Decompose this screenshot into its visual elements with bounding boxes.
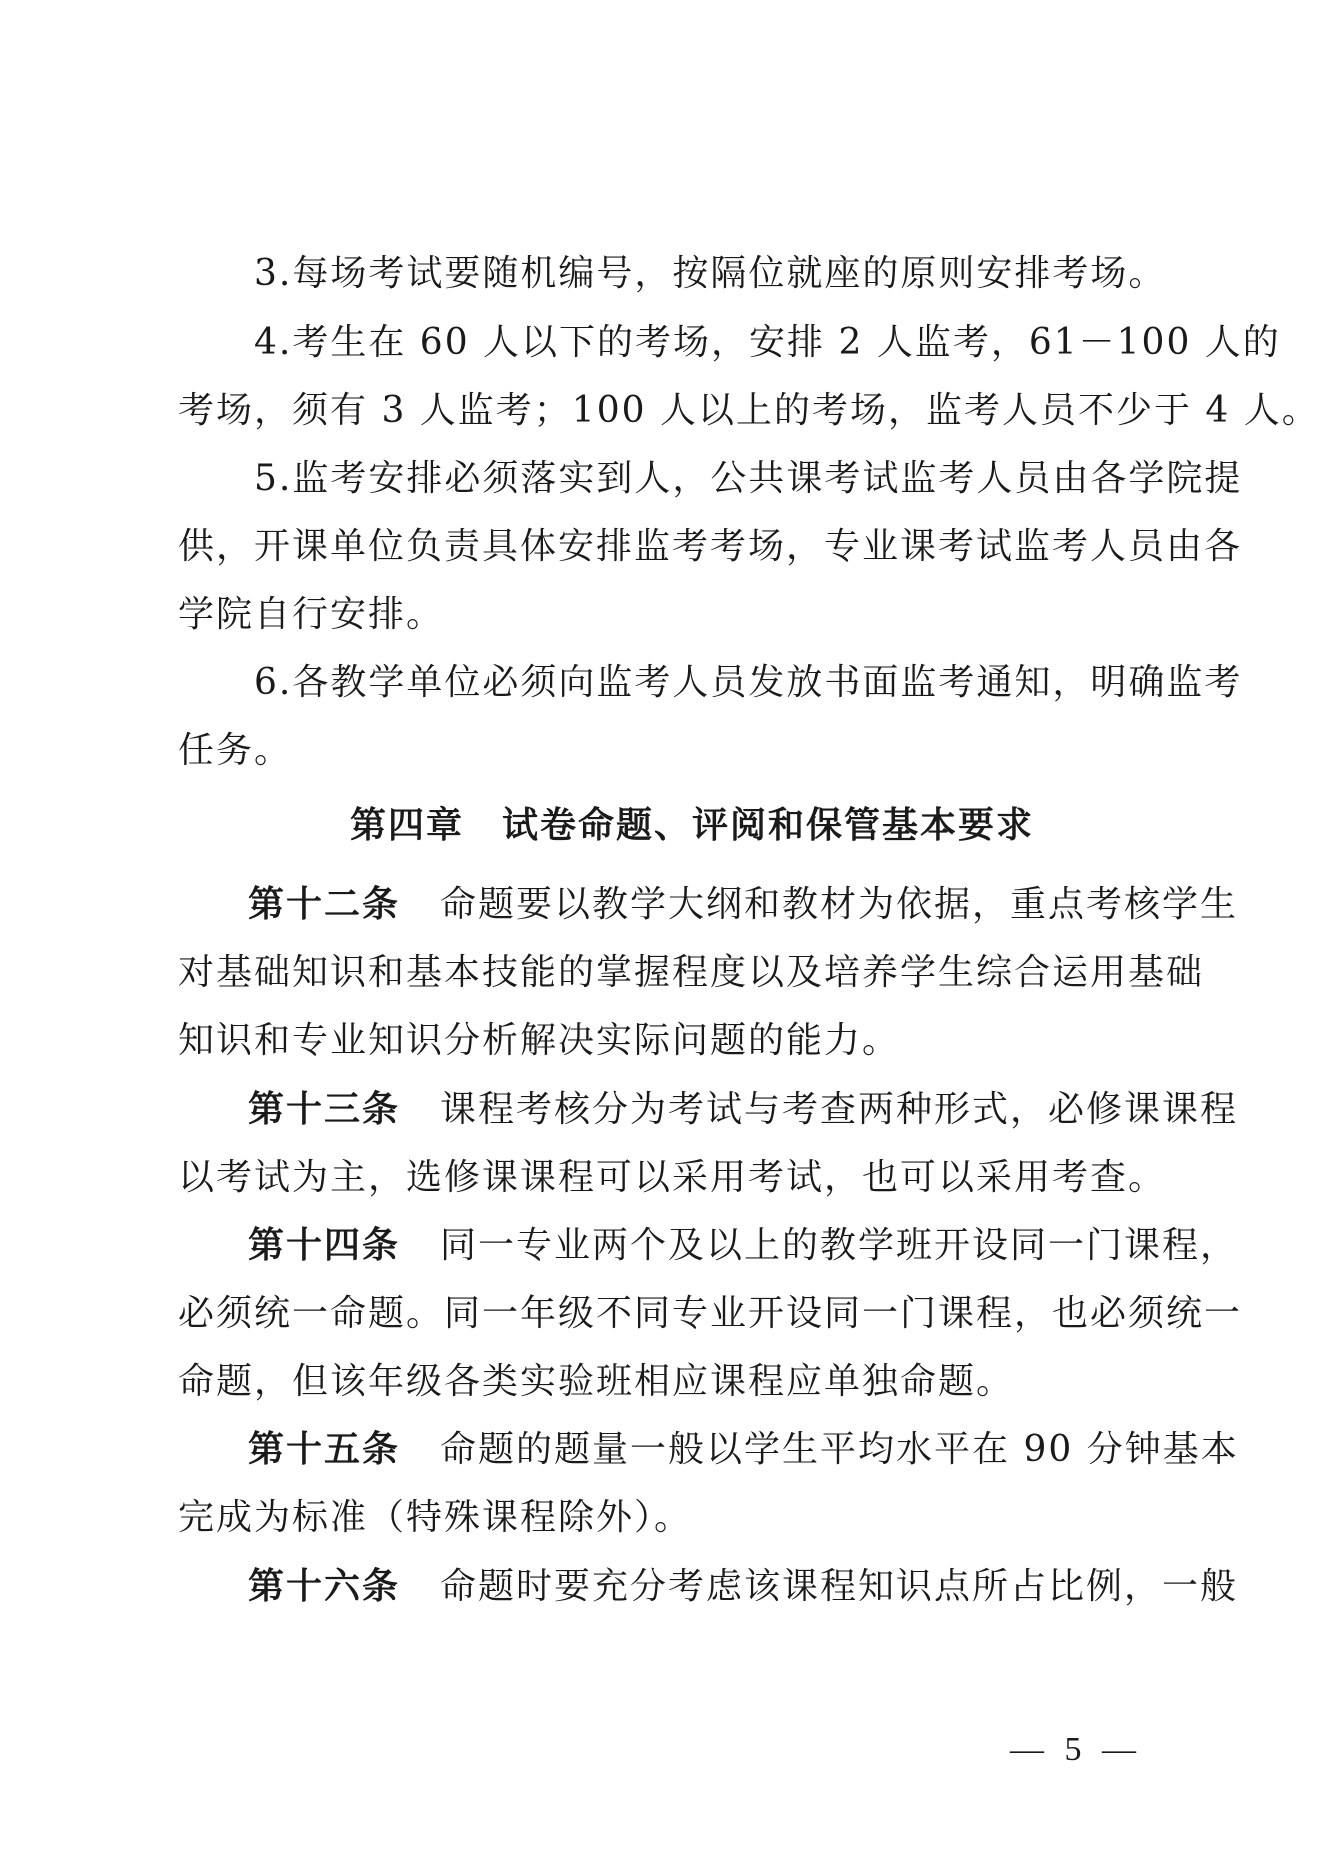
article-15-line-2: 完成为标准（特殊课程除外）。 bbox=[178, 1497, 693, 1538]
article-13-label: 第十三条 bbox=[248, 1089, 401, 1130]
paragraph-6-line-2: 任务。 bbox=[178, 730, 293, 771]
article-15-text: 命题的题量一般以学生平均水平在 90 分钟基本 bbox=[440, 1429, 1239, 1470]
article-13-line-2: 以考试为主，选修课课程可以采用考试，也可以采用考查。 bbox=[178, 1157, 1167, 1198]
article-12-text: 命题要以教学大纲和教材为依据，重点考核学生 bbox=[440, 884, 1239, 925]
article-15-line-1 bbox=[248, 1428, 1239, 1472]
article-13-line-1 bbox=[248, 1088, 1238, 1132]
article-14-text: 同一专业两个及以上的教学班开设同一门课程， bbox=[440, 1225, 1239, 1266]
article-14-line-1 bbox=[248, 1224, 1238, 1268]
article-15-label: 第十五条 bbox=[248, 1429, 401, 1470]
article-14-label: 第十四条 bbox=[248, 1225, 401, 1266]
article-16-label: 第十六条 bbox=[248, 1566, 401, 1607]
paragraph-6-line-1: 6.各教学单位必须向监考人员发放书面监考通知，明确监考 bbox=[254, 662, 1243, 703]
article-16-text: 命题时要充分考虑该课程知识点所占比例，一般 bbox=[440, 1566, 1239, 1607]
page-number: — 5 — bbox=[1010, 1731, 1142, 1768]
paragraph-5-line-3: 学院自行安排。 bbox=[178, 594, 445, 635]
article-14-line-2: 必须统一命题。同一年级不同专业开设同一门课程，也必须统一 bbox=[178, 1293, 1243, 1334]
article-13-text: 课程考核分为考试与考查两种形式，必修课课程 bbox=[440, 1089, 1239, 1130]
article-12-label: 第十二条 bbox=[248, 884, 401, 925]
article-16-line-1 bbox=[248, 1565, 1238, 1609]
article-12-line-2: 对基础知识和基本技能的掌握程度以及培养学生综合运用基础 bbox=[178, 952, 1205, 993]
paragraph-4-line-1: 4.考生在 60 人以下的考场，安排 2 人监考，61－100 人的 bbox=[254, 322, 1281, 363]
paragraph-5-line-1: 5.监考安排必须落实到人，公共课考试监考人员由各学院提 bbox=[254, 458, 1243, 499]
article-12-line-1 bbox=[248, 883, 1238, 927]
paragraph-3-line-1: 3.每场考试要随机编号，按隔位就座的原则安排考场。 bbox=[254, 253, 1167, 294]
chapter-heading: 第四章 试卷命题、评阅和保管基本要求 bbox=[350, 805, 1035, 846]
article-12-line-3: 知识和专业知识分析解决实际问题的能力。 bbox=[178, 1020, 901, 1061]
paragraph-5-line-2: 供，开课单位负责具体安排监考考场，专业课考试监考人员由各 bbox=[178, 526, 1243, 567]
paragraph-4-line-2: 考场，须有 3 人监考；100 人以上的考场，监考人员不少于 4 人。 bbox=[178, 390, 1320, 431]
article-14-line-3: 命题，但该年级各类实验班相应课程应单独命题。 bbox=[178, 1361, 1015, 1402]
